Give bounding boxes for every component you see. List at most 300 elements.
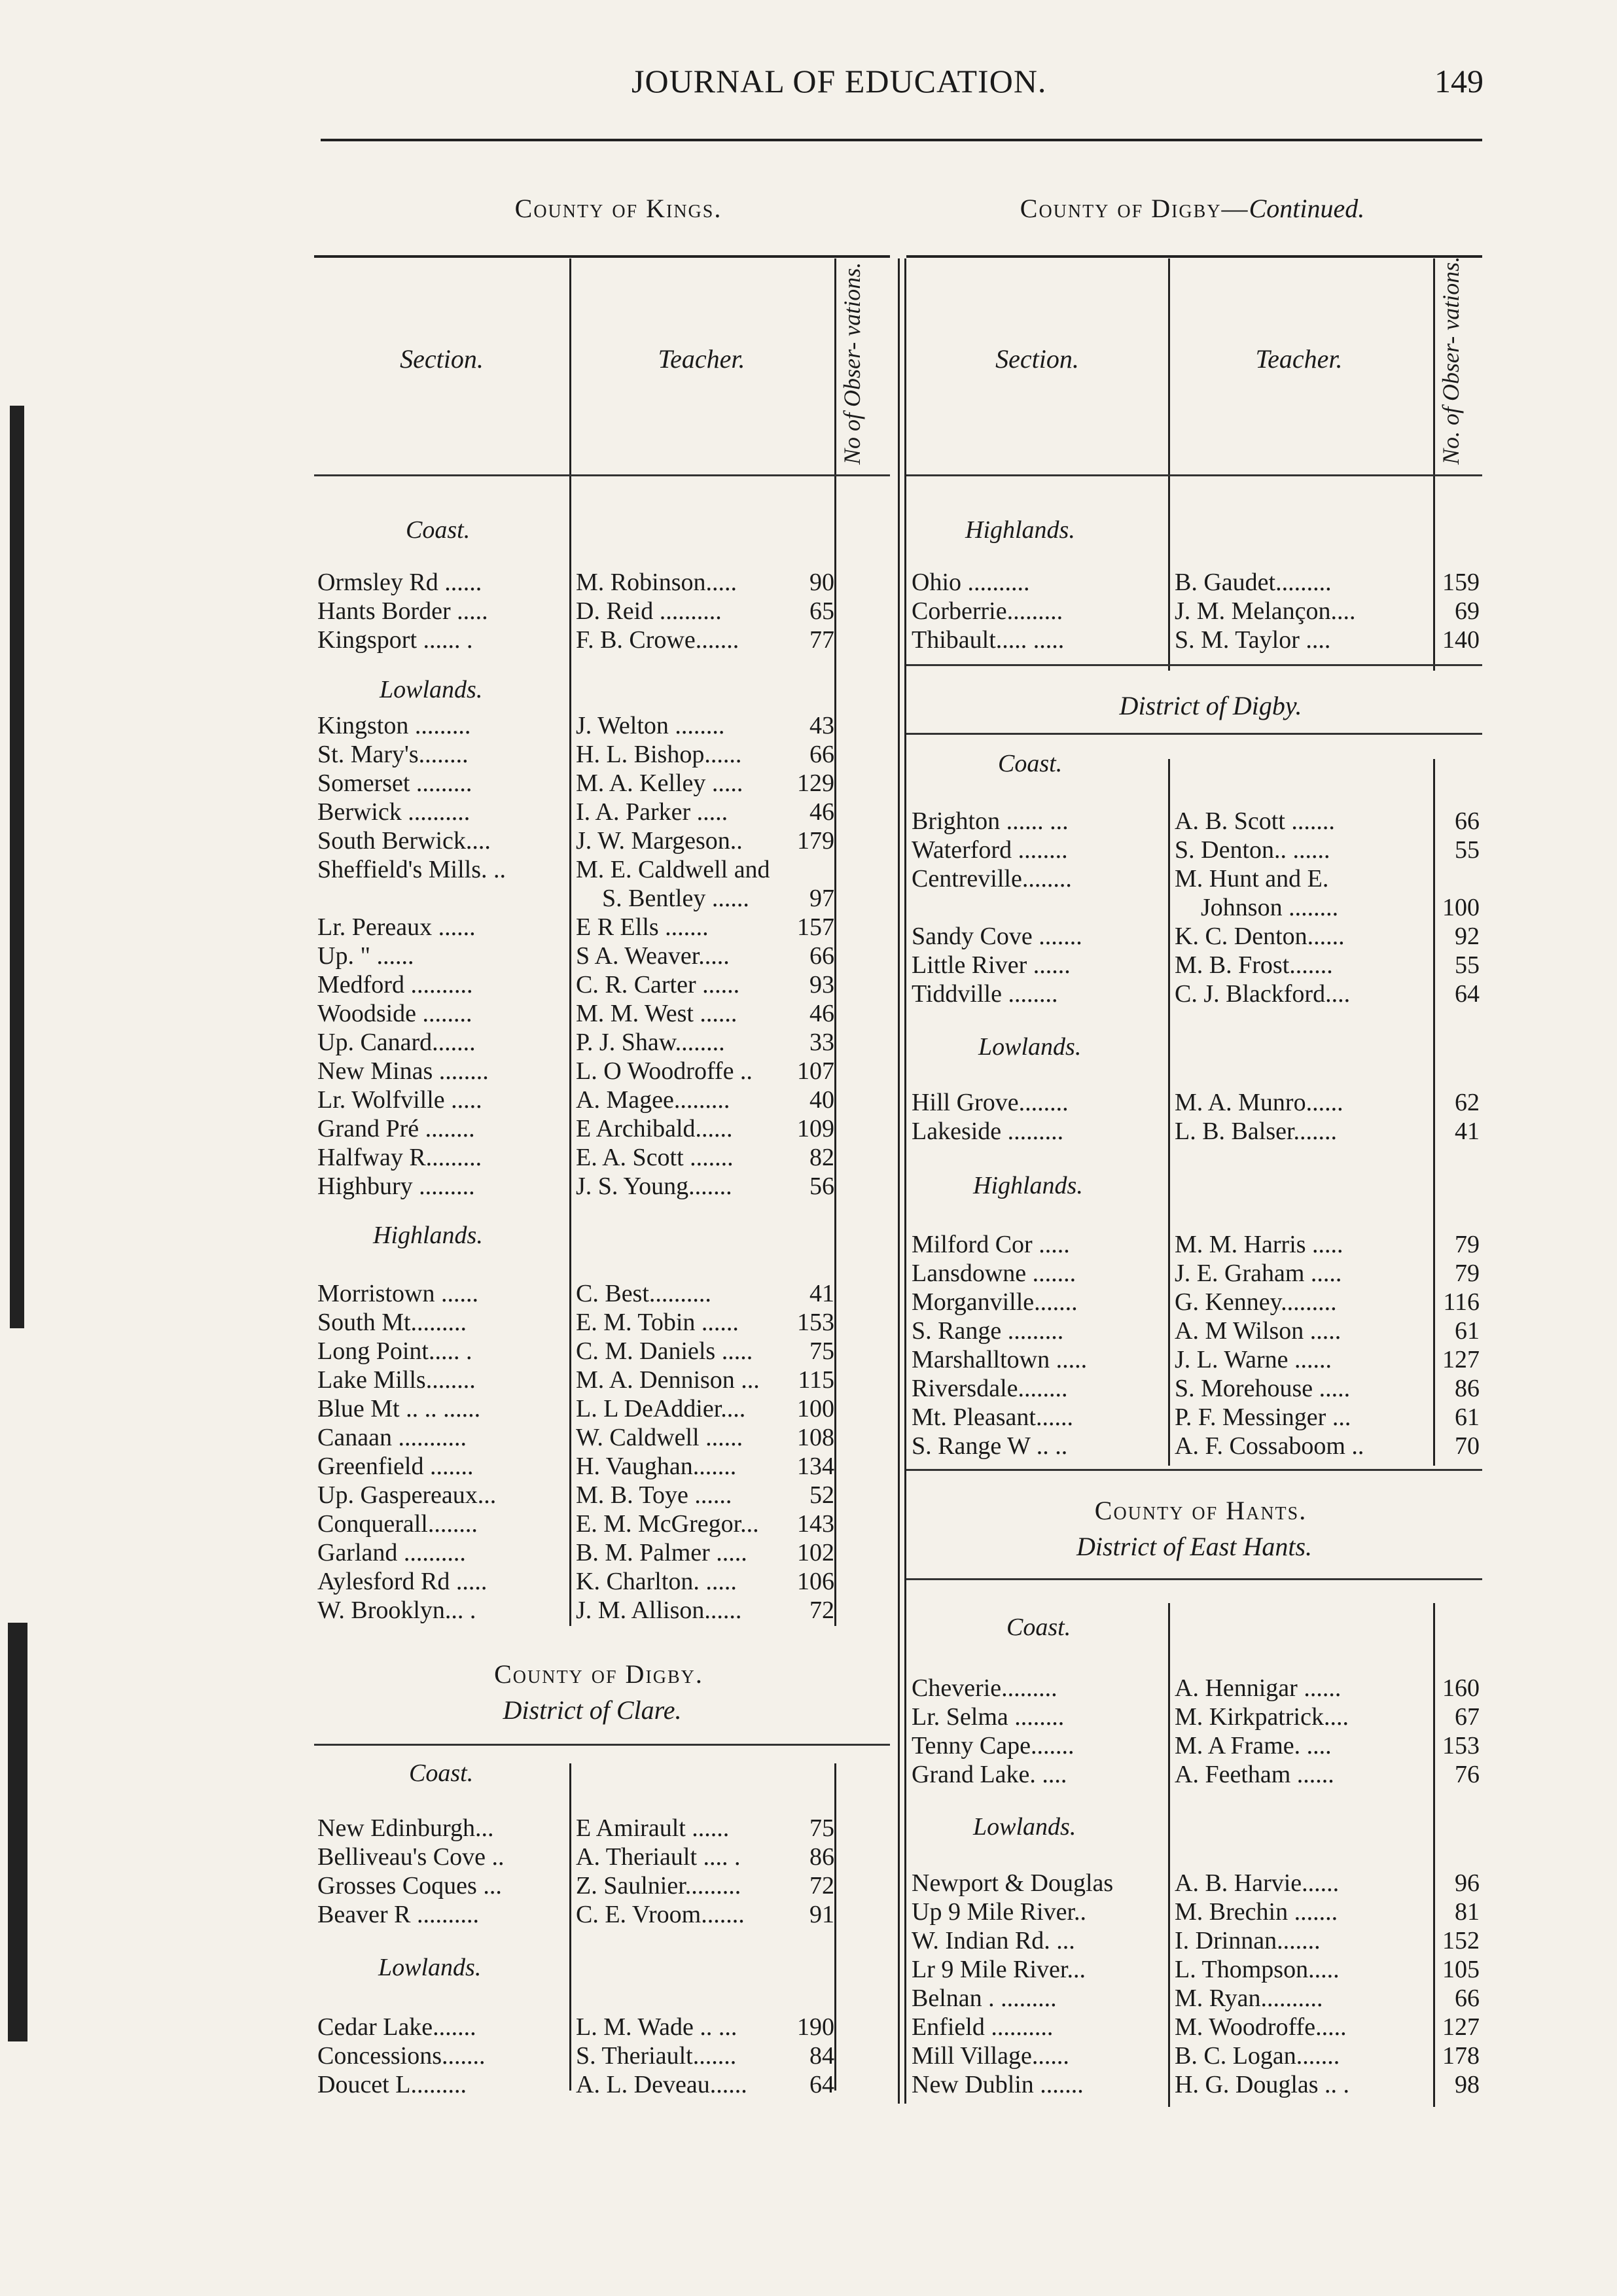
table-row: [912, 1898, 1481, 1926]
table-row: [912, 1926, 1481, 1955]
section-name: Doucet L.........: [317, 2071, 467, 2098]
table-row: [912, 836, 1481, 864]
section-name: Kingsport ...... .: [317, 626, 473, 654]
section-name: S. Range .........: [912, 1317, 1064, 1345]
table-top-rule: [906, 255, 1482, 258]
section-rule: [906, 664, 1482, 666]
observation-count: 77: [809, 626, 834, 654]
section-name: Cheverie.........: [912, 1674, 1057, 1702]
teacher-name: C. R. Carter ......: [576, 971, 740, 998]
observation-count: 127: [1442, 1346, 1480, 1373]
section-name: South Berwick....: [317, 827, 491, 855]
teacher-name: M. Woodroffe.....: [1175, 2013, 1347, 2041]
table-row: [317, 1308, 890, 1337]
teacher-name-continued: Johnson ........: [1201, 894, 1339, 921]
teacher-name: M. M. West ......: [576, 1000, 737, 1027]
observation-count: 64: [1455, 980, 1480, 1008]
teacher-name-continued: S. Bentley ......: [602, 885, 749, 912]
section-name: Enfield ..........: [912, 2013, 1054, 2041]
col-teacher-header: Teacher.: [1255, 344, 1343, 374]
section-name: Up. Gaspereaux...: [317, 1481, 497, 1509]
observation-count: 72: [809, 1597, 834, 1624]
section-name: Kingston .........: [317, 712, 471, 739]
observation-count: 96: [1455, 1869, 1480, 1897]
observation-count: 84: [809, 2042, 834, 2070]
teacher-name: F. B. Crowe.......: [576, 626, 739, 654]
teacher-name: S. Morehouse .....: [1175, 1375, 1351, 1402]
observation-count: 61: [1455, 1317, 1480, 1345]
section-name: Sandy Cove .......: [912, 923, 1082, 950]
teacher-name: M. Ryan..........: [1175, 1985, 1323, 2012]
binding-edge: [10, 406, 24, 1328]
observation-count: 129: [797, 769, 834, 797]
observation-count: 66: [1455, 1985, 1480, 2012]
table-row: [912, 1288, 1481, 1316]
table-row: [317, 2013, 890, 2041]
observation-count: 86: [1455, 1375, 1480, 1402]
teacher-name: M. Hunt and E.: [1175, 865, 1329, 892]
teacher-name: Z. Saulnier.........: [576, 1872, 741, 1899]
section-name: Centreville........: [912, 865, 1072, 892]
teacher-name: I. Drinnan.......: [1175, 1927, 1321, 1954]
teacher-name: M. B. Toye ......: [576, 1481, 732, 1509]
table-row: [317, 942, 890, 970]
subsection-label: Lowlands.: [973, 1813, 1076, 1841]
teacher-name: M. B. Frost.......: [1175, 951, 1333, 979]
teacher-name: M. Kirkpatrick....: [1175, 1703, 1349, 1731]
table-row: [317, 1337, 890, 1366]
teacher-name: C. Best..........: [576, 1280, 711, 1307]
teacher-name: L. B. Balser.......: [1175, 1118, 1338, 1145]
teacher-name: J. Welton ........: [576, 712, 725, 739]
teacher-name: A. Feetham ......: [1175, 1761, 1334, 1788]
observation-count: 46: [809, 798, 834, 826]
observation-count: 153: [1442, 1732, 1480, 1759]
table-row: [317, 826, 890, 855]
teacher-name: M. M. Harris .....: [1175, 1231, 1343, 1258]
table-row: [317, 1057, 890, 1086]
observation-count: 66: [809, 741, 834, 768]
section-name: Beaver R ..........: [317, 1901, 479, 1928]
teacher-name: C. E. Vroom.......: [576, 1901, 745, 1928]
section-name: Tiddville ........: [912, 980, 1058, 1008]
section-name: Morristown ......: [317, 1280, 478, 1307]
observation-count: 100: [797, 1395, 834, 1422]
table-row: [912, 1869, 1481, 1898]
col-section-header: Section.: [400, 344, 484, 374]
section-name: Grand Pré ........: [317, 1115, 475, 1142]
section-name: Berwick ..........: [317, 798, 471, 826]
teacher-name: S. M. Taylor ....: [1175, 626, 1331, 654]
teacher-name: S A. Weaver.....: [576, 942, 730, 970]
teacher-name: A. Theriault .... .: [576, 1843, 741, 1871]
section-name: Hants Border .....: [317, 597, 488, 625]
table-top-rule: [906, 733, 1482, 735]
section-name: Blue Mt .. .. ......: [317, 1395, 481, 1422]
section-name: Cedar Lake.......: [317, 2013, 476, 2041]
section-name: Lr. Wolfville .....: [317, 1086, 482, 1114]
county-digby-name: County of Digby—: [1020, 194, 1249, 223]
county-digby-title: County of Digby.: [494, 1659, 703, 1689]
observation-count: 66: [1455, 807, 1480, 835]
subsection-label: Highlands.: [973, 1172, 1083, 1199]
observation-count: 106: [797, 1568, 834, 1595]
observation-count: 64: [809, 2071, 834, 2098]
section-name: Up 9 Mile River..: [912, 1898, 1087, 1926]
table-row: [912, 807, 1481, 836]
observation-count: 153: [797, 1309, 834, 1336]
section-name: Morganville.......: [912, 1288, 1078, 1316]
teacher-name: K. C. Denton......: [1175, 923, 1345, 950]
section-name: Greenfield .......: [317, 1453, 474, 1480]
teacher-name: M. Brechin .......: [1175, 1898, 1338, 1926]
observation-count: 52: [809, 1481, 834, 1509]
district-clare-title: District of Clare.: [503, 1695, 682, 1725]
teacher-name: J. W. Margeson..: [576, 827, 743, 855]
section-name: Conquerall........: [317, 1510, 478, 1538]
observation-count: 91: [809, 1901, 834, 1928]
observation-count: 127: [1442, 2013, 1480, 2041]
table-row: [317, 1596, 890, 1625]
table-row: [912, 1703, 1481, 1731]
table-row: [317, 999, 890, 1028]
table-row: [317, 1871, 890, 1900]
teacher-name: H. Vaughan.......: [576, 1453, 737, 1480]
table-row: [317, 855, 890, 912]
teacher-name: P. J. Shaw........: [576, 1029, 725, 1056]
table-row: [317, 740, 890, 769]
section-name: Up. Canard.......: [317, 1029, 476, 1056]
table-row: [317, 798, 890, 826]
table-row: [912, 1230, 1481, 1259]
table-row: [317, 2041, 890, 2070]
teacher-name: W. Caldwell ......: [576, 1424, 743, 1451]
observation-count: 75: [809, 1814, 834, 1842]
table-row: [912, 1117, 1481, 1146]
teacher-name: A. F. Cossaboom ..: [1175, 1432, 1364, 1460]
section-name: Hill Grove........: [912, 1089, 1069, 1116]
teacher-name: E R Ells .......: [576, 913, 709, 941]
section-name: Grand Lake. ....: [912, 1761, 1067, 1788]
observation-count: 93: [809, 971, 834, 998]
observation-count: 33: [809, 1029, 834, 1056]
table-row: [317, 1028, 890, 1057]
table-row: [912, 864, 1481, 921]
table-row: [317, 1423, 890, 1452]
observation-count: 62: [1455, 1089, 1480, 1116]
teacher-name: L. Thompson.....: [1175, 1956, 1340, 1983]
table-row: [317, 1366, 890, 1394]
table-row: [912, 1345, 1481, 1374]
table-top-rule: [314, 255, 890, 258]
section-name: Thibault..... .....: [912, 626, 1065, 654]
teacher-name: C. J. Blackford....: [1175, 980, 1351, 1008]
observation-count: 41: [809, 1280, 834, 1307]
section-name: South Mt.........: [317, 1309, 467, 1336]
section-name: Lakeside .........: [912, 1118, 1064, 1145]
table-row: [912, 597, 1481, 626]
section-name: Canaan ...........: [317, 1424, 467, 1451]
teacher-name: E Amirault ......: [576, 1814, 730, 1842]
table-row: [912, 980, 1481, 1008]
county-kings-title: County of Kings.: [514, 194, 722, 223]
teacher-name: K. Charlton. .....: [576, 1568, 737, 1595]
teacher-name: S. Theriault.......: [576, 2042, 737, 2070]
teacher-name: M. A. Munro......: [1175, 1089, 1343, 1116]
observation-count: 82: [809, 1144, 834, 1171]
teacher-name: H. G. Douglas .. .: [1175, 2071, 1350, 2098]
table-row: [317, 1143, 890, 1172]
header-rule: [321, 139, 1482, 141]
table-row: [912, 1403, 1481, 1432]
running-title: JOURNAL OF EDUCATION.: [631, 63, 1047, 99]
col-observations-header: No. of Obser- vations.: [1438, 256, 1464, 465]
section-name: W. Brooklyn... .: [317, 1597, 476, 1624]
teacher-name: J. L. Warne ......: [1175, 1346, 1332, 1373]
table-row: [317, 1114, 890, 1143]
observation-count: 134: [797, 1453, 834, 1480]
continued-label: Continued.: [1249, 194, 1365, 223]
observation-count: 116: [1443, 1288, 1480, 1316]
teacher-name: A. L. Deveau......: [576, 2071, 747, 2098]
county-hants-title: County of Hants.: [1094, 1496, 1307, 1525]
table-row: [317, 1172, 890, 1201]
header-bottom-rule: [906, 474, 1482, 476]
observation-count: 55: [1455, 951, 1480, 979]
section-name: Riversdale........: [912, 1375, 1068, 1402]
table-row: [912, 1731, 1481, 1760]
section-name: Waterford ........: [912, 836, 1068, 864]
teacher-name: P. F. Messinger ...: [1175, 1404, 1351, 1431]
section-name: Belliveau's Cove ..: [317, 1843, 505, 1871]
table-row: [317, 568, 890, 597]
table-row: [317, 769, 890, 798]
table-row: [912, 1955, 1481, 1984]
section-name: Up. " ......: [317, 942, 414, 970]
subsection-label: Lowlands.: [380, 676, 483, 703]
section-rule: [906, 1469, 1482, 1471]
teacher-name: J. M. Allison......: [576, 1597, 742, 1624]
subsection-label: Coast.: [406, 516, 471, 544]
section-name: Tenny Cape.......: [912, 1732, 1075, 1759]
table-row: [912, 951, 1481, 980]
subsection-label: Lowlands.: [378, 1954, 482, 1981]
observation-count: 61: [1455, 1404, 1480, 1431]
table-row: [912, 922, 1481, 951]
observation-count: 109: [797, 1115, 834, 1142]
teacher-name: A. B. Scott .......: [1175, 807, 1335, 835]
observation-count: 140: [1442, 626, 1480, 654]
teacher-name: A. M Wilson .....: [1175, 1317, 1342, 1345]
section-name: Marshalltown .....: [912, 1346, 1088, 1373]
teacher-name: A. Hennigar ......: [1175, 1674, 1342, 1702]
table-row: [912, 1432, 1481, 1460]
table-row: [912, 568, 1481, 597]
table-row: [912, 1760, 1481, 1789]
observation-count: 105: [1442, 1956, 1480, 1983]
section-name: Concessions.......: [317, 2042, 486, 2070]
table-row: [317, 1452, 890, 1481]
teacher-name: L. M. Wade .. ...: [576, 2013, 737, 2041]
observation-count: 75: [809, 1337, 834, 1365]
section-name: Ormsley Rd ......: [317, 569, 482, 596]
observation-count: 159: [1442, 569, 1480, 596]
section-name: Long Point..... .: [317, 1337, 472, 1365]
column-separator: [898, 258, 900, 2104]
section-name: Woodside ........: [317, 1000, 472, 1027]
observation-count: 40: [809, 1086, 834, 1114]
section-name: St. Mary's........: [317, 741, 469, 768]
teacher-name: H. L. Bishop......: [576, 741, 742, 768]
teacher-name: E Archibald......: [576, 1115, 733, 1142]
observation-count: 79: [1455, 1260, 1480, 1287]
table-row: [317, 2070, 890, 2099]
section-name: Grosses Coques ...: [317, 1872, 502, 1899]
observation-count: 143: [797, 1510, 834, 1538]
table-row: [317, 1394, 890, 1423]
table-row: [317, 1086, 890, 1114]
teacher-name: I. A. Parker .....: [576, 798, 728, 826]
col-observations-header: No of Obser- vations.: [839, 262, 865, 465]
table-row: [912, 1259, 1481, 1288]
observation-count: 102: [797, 1539, 834, 1566]
section-name: Medford ..........: [317, 971, 473, 998]
section-name: Lr. Pereaux ......: [317, 913, 476, 941]
observation-count: 86: [809, 1843, 834, 1871]
section-name: Brighton ...... ...: [912, 807, 1069, 835]
teacher-name: J. E. Graham .....: [1175, 1260, 1342, 1287]
observation-count: 92: [1455, 923, 1480, 950]
observation-count: 43: [809, 712, 834, 739]
teacher-name: M. E. Caldwell and: [576, 856, 770, 883]
observation-count: 160: [1442, 1674, 1480, 1702]
section-name: Mill Village......: [912, 2042, 1069, 2070]
section-name: Mt. Pleasant......: [912, 1404, 1073, 1431]
observation-count: 72: [809, 1872, 834, 1899]
table-row: [912, 626, 1481, 654]
teacher-name: B. C. Logan.......: [1175, 2042, 1340, 2070]
section-name: Lake Mills........: [317, 1366, 476, 1394]
observation-count: 157: [797, 913, 834, 941]
table-row: [912, 2070, 1481, 2099]
section-name: Milford Cor .....: [912, 1231, 1070, 1258]
observation-count: 97: [809, 885, 834, 912]
observation-count: 67: [1455, 1703, 1480, 1731]
observation-count: 100: [1442, 894, 1480, 921]
observation-count: 107: [797, 1057, 834, 1085]
table-row: [317, 1538, 890, 1567]
observation-count: 90: [809, 569, 834, 596]
section-name: New Edinburgh...: [317, 1814, 494, 1842]
teacher-name: C. M. Daniels .....: [576, 1337, 753, 1365]
section-name: Corberrie.........: [912, 597, 1063, 625]
table-top-rule: [906, 1578, 1482, 1580]
table-row: [912, 2041, 1481, 2070]
teacher-name: L. L DeAddier....: [576, 1395, 746, 1422]
table-row: [317, 1481, 890, 1510]
section-name: Highbury .........: [317, 1173, 475, 1200]
teacher-name: E. A. Scott .......: [576, 1144, 734, 1171]
observation-count: 66: [809, 942, 834, 970]
section-name: New Dublin .......: [912, 2071, 1084, 2098]
teacher-name: L. O Woodroffe ..: [576, 1057, 753, 1085]
section-name: W. Indian Rd. ...: [912, 1927, 1075, 1954]
observation-count: 115: [798, 1366, 834, 1394]
table-row: [317, 626, 890, 654]
table-row: [317, 1843, 890, 1871]
section-name: Aylesford Rd .....: [317, 1568, 488, 1595]
section-name: Newport & Douglas: [912, 1869, 1114, 1897]
table-row: [912, 1674, 1481, 1703]
section-name: Little River ......: [912, 951, 1071, 979]
observation-count: 55: [1455, 836, 1480, 864]
teacher-name: E. M. McGregor...: [576, 1510, 759, 1538]
observation-count: 65: [809, 597, 834, 625]
table-row: [912, 1316, 1481, 1345]
teacher-name: M. A. Kelley .....: [576, 769, 743, 797]
observation-count: 179: [797, 827, 834, 855]
col-teacher-header: Teacher.: [658, 344, 745, 374]
teacher-name: M. Robinson.....: [576, 569, 737, 596]
teacher-name: D. Reid ..........: [576, 597, 722, 625]
table-row: [317, 1814, 890, 1843]
district-east-hants-title: District of East Hants.: [1076, 1532, 1313, 1561]
observation-count: 41: [1455, 1118, 1480, 1145]
observation-count: 81: [1455, 1898, 1480, 1926]
table-row: [317, 1510, 890, 1538]
table-row: [912, 1088, 1481, 1117]
section-name: Halfway R.........: [317, 1144, 482, 1171]
table-row: [317, 913, 890, 942]
observation-count: 69: [1455, 597, 1480, 625]
subsection-label: Coast.: [998, 750, 1063, 777]
table-row: [317, 1567, 890, 1596]
header-bottom-rule: [314, 474, 890, 476]
subsection-label: Highlands.: [373, 1222, 483, 1249]
observation-count: 46: [809, 1000, 834, 1027]
teacher-name: A. Magee.........: [576, 1086, 730, 1114]
observation-count: 152: [1442, 1927, 1480, 1954]
teacher-name: B. M. Palmer .....: [576, 1539, 747, 1566]
table-row: [912, 1984, 1481, 2013]
teacher-name: G. Kenney.........: [1175, 1288, 1337, 1316]
observation-count: 76: [1455, 1761, 1480, 1788]
section-name: Lansdowne .......: [912, 1260, 1076, 1287]
observation-count: 56: [809, 1173, 834, 1200]
teacher-name: M. A Frame. ....: [1175, 1732, 1332, 1759]
table-row: [317, 970, 890, 999]
teacher-name: J. M. Melançon....: [1175, 597, 1356, 625]
table-row: [912, 1374, 1481, 1403]
observation-count: 108: [797, 1424, 834, 1451]
table-row: [317, 1279, 890, 1308]
binding-edge: [8, 1623, 27, 2041]
subsection-label: Lowlands.: [978, 1033, 1082, 1061]
table-row: [317, 711, 890, 740]
teacher-name: M. A. Dennison ...: [576, 1366, 760, 1394]
page-number: 149: [1434, 63, 1484, 99]
section-name: New Minas ........: [317, 1057, 489, 1085]
table-top-rule: [314, 1744, 890, 1746]
col-section-header: Section.: [995, 344, 1079, 374]
section-name: Garland ..........: [317, 1539, 466, 1566]
section-name: Belnan . .........: [912, 1985, 1057, 2012]
teacher-name: J. S. Young.......: [576, 1173, 732, 1200]
table-row: [317, 597, 890, 626]
table-row: [912, 2013, 1481, 2041]
teacher-name: A. B. Harvie......: [1175, 1869, 1340, 1897]
observation-count: 190: [797, 2013, 834, 2041]
